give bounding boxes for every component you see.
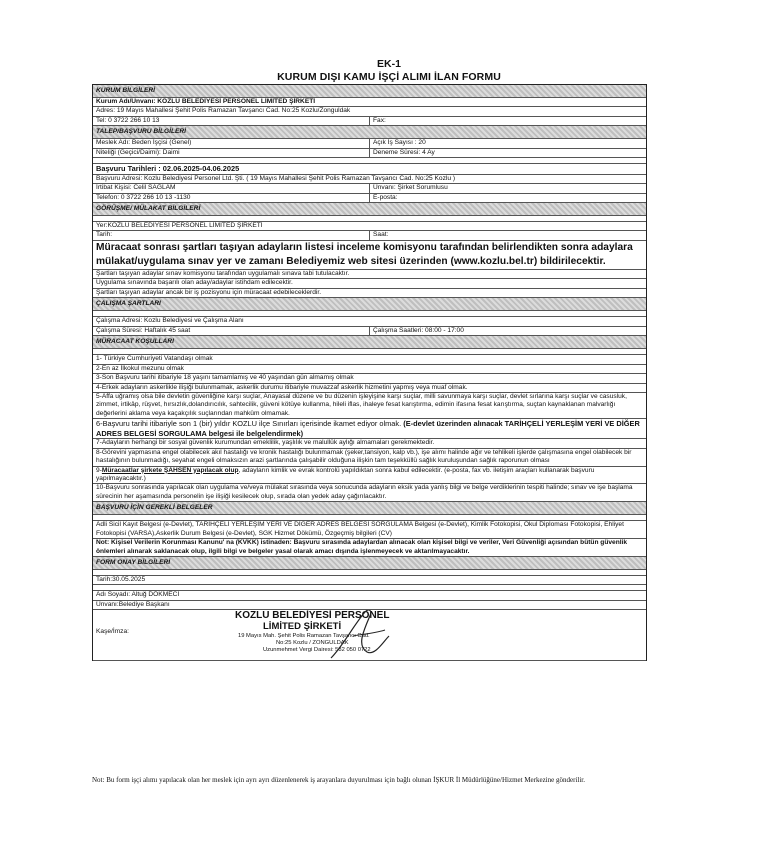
kase-imza-row <box>93 610 646 661</box>
kosul-2: 2-En az İlkokul mezunu olmak <box>93 365 646 374</box>
kosul-6-text: 6-Başvuru tarihi itibariyle son 1 (bir) yıldır KOZLU ilçe Sınırları içerisinde ikamet ediyor olmak. <box>96 419 404 429</box>
kosul-6 <box>93 419 646 439</box>
irtibat-kisisi: İrtibat Kişisi: Celil SAĞLAM <box>93 184 370 192</box>
section-heading-belgeler: BAŞVURU İÇİN GEREKLİ BELGELER <box>93 502 646 515</box>
onay-unvan-row: Ünvanı:Belediye Başkanı <box>93 601 646 610</box>
onay-adsoyad-row: Adı Soyadı: Altuğ DÖKMECİ <box>93 591 646 600</box>
kosul-9-bold: Müracaatlar şirkete ŞAHSEN yapılacak olup <box>101 466 239 474</box>
section-heading-gorusme: GÖRÜŞME/ MÜLAKAT BİLGİLERİ <box>93 203 646 216</box>
telefon-row <box>93 194 646 203</box>
kosul-1: 1- Türkiye Cumhuriyeti Vatandaşı olmak <box>93 355 646 364</box>
signature-mark <box>323 610 403 661</box>
footer-note: Not: Bu form işçi alımı yapılacak olan her meslek için ayrı ayrı düzenlenerek iş arayanlara duyurulması için bağlı olunan İŞKUR İl Müdürlüğüne/Hizmet Merkezine gönderilir. <box>92 776 585 784</box>
section-heading-muracaat: MÜRACAAT KOŞULLARI <box>93 336 646 349</box>
kosul-9-num: 9- <box>96 466 102 474</box>
kosul-6-bold: (E-devlet üzerinden alınacak TARİHÇELİ YERLEŞİM YERİ VE DİĞER ADRES BELGESİ SORGULAMA belgesi ile belgelendirmek) <box>96 419 640 438</box>
gorusme-yer-row: Yer:KOZLU BELEDİYESİ PERSONEL LİMİTED ŞİRKETİ <box>93 222 646 231</box>
kosul-7: 7-Adayların herhangi bir sosyal güvenlik kurumundan emeklilik, yaşlılık ve malullük aylığı almamaları gerekmektedir. <box>93 439 646 448</box>
kosul-10: 10-Başvuru sonrasında yapılacak olan uygulama ve/veya mülakat sırasında veya sonucunda adayların eksik yada yanlış bilgi ve belge verdiklerinin tespiti halinde; sınav ve işe başlama sürecinin her aşamasında personelin işe ilişiği kesilecek olup, sırada olan yedek aday çağırılacaktır. <box>93 484 646 502</box>
stamp-company-type: LİMİTED ŞİRKETİ <box>263 621 342 633</box>
nitelik-row <box>93 149 646 158</box>
irtibat-row <box>93 184 646 193</box>
calisma-adresi-row: Çalışma Adresi: Kozlu Belediyesi ve Çalışma Alanı <box>93 317 646 326</box>
acik-is-sayisi: Açık İş Sayısı : 20 <box>373 139 426 147</box>
form-title: KURUM DIŞI KAMU İŞÇİ ALIMI İLAN FORMU <box>277 71 501 83</box>
kurum-name-row: Kurum Adı/Unvanı: KOZLU BELEDİYESİ PERSONEL LİMİTED ŞİRKETİ <box>93 98 646 107</box>
niteligi: Niteliği (Geçici/Daimi): Daimi <box>93 149 370 157</box>
kosul-8: 8-Görevini yapmasına engel olabilecek akıl hastalığı ve kronik hastalığı bulunmamak (şeker,tansiyon, kalp vb.), işe alımı halinde ağır ve tehlikeli işlerde çalışmasına engel olabilecek bir hastalığının bulunmadığı, seyahat engeli olmaksızın arazi şartlarında çalışabilir olduğuna ilişkin tam teşekküllü sağlık kuruluşundan sağlık raporunun olması <box>93 449 646 467</box>
section-heading-talep: TALEP/BAŞVURU BİLGİLERİ <box>93 126 646 139</box>
meslek-row <box>93 139 646 148</box>
telefon: Telefon: 0 3722 266 10 13 -1130 <box>93 194 370 202</box>
kase-imza-label: Kaşe/İmza: <box>96 628 129 636</box>
meslek-adi: Meslek Adı: Beden İşçisi (Genel) <box>93 139 370 147</box>
section-heading-kurum: KURUM BİLGİLERİ <box>93 85 646 98</box>
kosul-3: 3-Son Başvuru tarihi itibariyle 18 yaşını tamamlamış ve 40 yaşından gün almamış olmak <box>93 374 646 383</box>
gorusme-note-2: Uygulama sınavında başarılı olan aday/adaylar istihdam edilecektir. <box>93 279 646 288</box>
stamp-tax-office: Uzunmehmet Vergi Dairesi: 582 050 0722 <box>263 647 371 654</box>
announcement-form-table <box>92 84 647 661</box>
gorusme-note-3: Şartları taşıyan adaylar ancak bir iş pozisyonu için müracaat edebileceklerdir. <box>93 289 646 298</box>
kurum-address-row: Adres: 19 Mayıs Mahallesi Şehit Polis Ramazan Tavşancı Cad. No:25 Kozlu/Zonguldak <box>93 107 646 116</box>
onay-tarih-row: Tarih:30.05.2025 <box>93 576 646 585</box>
kvkk-note-row: Not: Kişisel Verilerin Korunması Kanunu' na (KVKK) istinaden: Başvuru sırasında adaylardan alınacak olan kişisel bilgi ve veriler, Veri Güvenliği açısından bütün güvenlik önlemleri alınarak saklanacak olup, ilgili bilgi ve belgeler yasal olarak amacı dışında işlenmeyecek ve aktarılmayacaktır. <box>93 539 646 557</box>
gerekli-belgeler-row: Adli Sicil Kayıt Belgesi (e-Devlet), TARİHÇELİ YERLEŞİM YERİ VE DİĞER ADRES BELGESİ SORGULAMA Belgesi (e-Devlet), Kimlik Fotokopisi, Okul Diploması Fotokopisi, Ehliyet Fotokopisi (VARSA),Askerlik Durum Belgesi (e-Devlet), SGK Hizmet Dökümü, Özgeçmiş bilgileri (CV) <box>93 521 646 539</box>
gorusme-note-1: Şartları taşıyan adaylar sınav komisyonu tarafından uygulamalı sınava tabi tutulacaktır. <box>93 270 646 279</box>
section-heading-onay: FORM ONAY BİLGİLERİ <box>93 557 646 570</box>
kosul-9-text: , adayların kimlik ve evrak kontrolü yapıldıktan sonra kabul edilecektir. (e-posta, fax vb. iletişim araçları kullanarak başvuru yapılmayacaktır.) <box>96 466 595 482</box>
stamp-city: No:25 Kozlu / ZONGULDAK <box>276 640 349 647</box>
irtibat-unvani: Ünvanı: Şirket Sorumlusu <box>373 184 448 192</box>
kurum-fax: Fax: <box>373 116 386 124</box>
calisma-saatleri: Çalışma Saatleri: 08:00 - 17:00 <box>373 326 464 334</box>
calisma-suresi: Çalışma Süresi: Haftalık 45 saat <box>93 327 370 335</box>
kosul-5: 5-Affa uğramış olsa bile devletin güvenliğine karşı suçlar, Anayasal düzene ve bu düzenin işleyişine karşı suçlar, milli savunmaya karşı suçlar, devlet sırlarına karşı suçlar ve casusluk, zimmet, irtikâp, rüşvet, hırsızlık,dolandırıcılık, sahtecilik, güveni kötüye kullanma, hileli iflas, ihaleye fesat karıştırma, edimin ifasına fesat karıştırma, suçtan kaynaklanan malvarlığı değerlerini aklama veya kaçakçılık suçlarından mahkûm olmamak. <box>93 393 646 419</box>
kosul-4: 4-Erkek adayların askerlikle ilişiği bulunmamak, askerlik durumu itibariyle muvazzaf askerlik hizmetini yapmış veya muaf olmak. <box>93 384 646 393</box>
mulakat-announcement-row: Müracaat sonrası şartları taşıyan adayların listesi inceleme komisyonu tarafından belirlendikten sonra adaylara mülakat/uygulama sınav yer ve zamanı Belediyemiz web sitesi üzerinden (www.kozlu.bel.tr) bildirilecektir. <box>93 241 646 270</box>
gorusme-saat: Saat: <box>373 231 389 239</box>
gorusme-tarih-saat-row <box>93 231 646 240</box>
calisma-sure-row <box>93 327 646 336</box>
stamp-company-name: KOZLU BELEDİYESİ PERSONEL <box>235 610 390 622</box>
kurum-tel: Tel: 0 3722 266 10 13 <box>93 117 370 125</box>
kurum-tel-fax-row <box>93 117 646 126</box>
basvuru-adresi-row: Başvuru Adresi: Kozlu Belediyesi Personel Ltd. Şti. ( 19 Mayıs Mahallesi Şehit Polis Ramazan Tavşancı Cad. No:25 Kozlu ) <box>93 175 646 184</box>
deneme-suresi: Deneme Süresi: 4 Ay <box>373 148 435 156</box>
stamp-address: 19 Mayıs Mah. Şehit Polis Ramazan Tavşancı Cad. <box>238 633 370 640</box>
gorusme-tarih: Tarih: <box>93 231 370 239</box>
basvuru-tarihleri-row: Başvuru Tarihleri : 02.06.2025-04.06.2025 <box>93 164 646 174</box>
eposta: E-posta: <box>373 193 398 201</box>
annex-label: EK-1 <box>377 58 401 70</box>
section-heading-calisma: ÇALIŞMA ŞARTLARI <box>93 298 646 311</box>
kosul-9 <box>93 467 646 485</box>
